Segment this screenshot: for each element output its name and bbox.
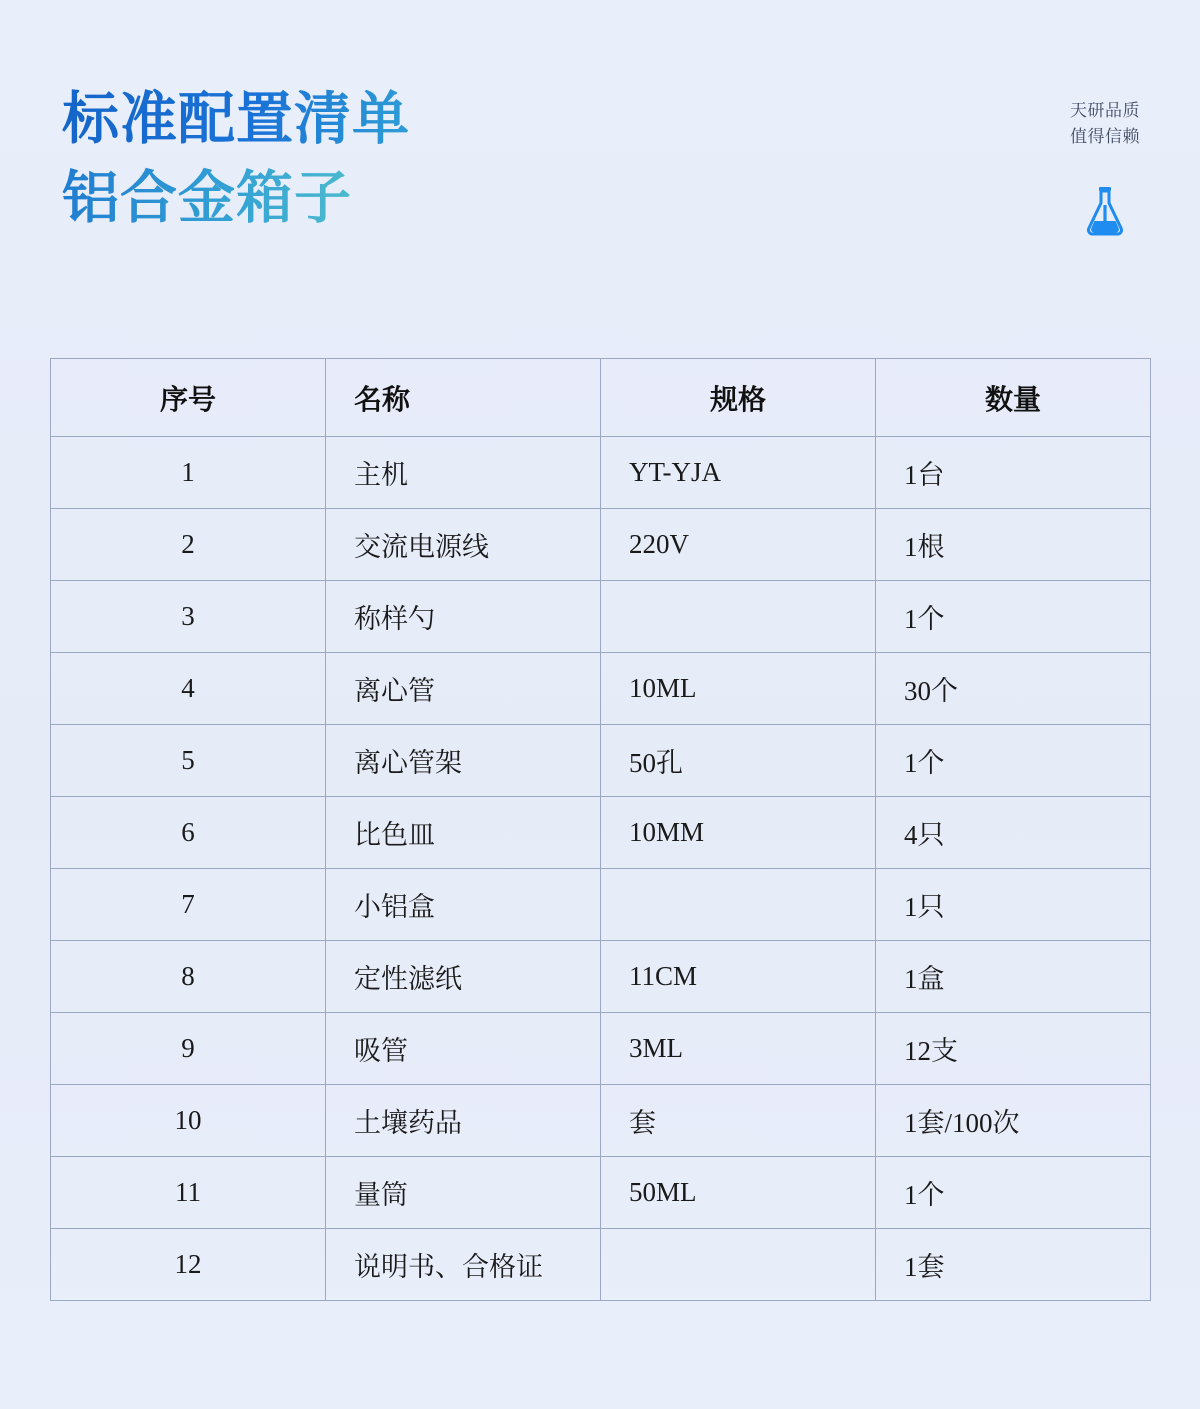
cell-spec: 220V (601, 509, 876, 581)
cell-name: 吸管 (326, 1013, 601, 1085)
page-title (62, 86, 410, 233)
table-row (51, 1085, 1151, 1157)
cell-name: 交流电源线 (326, 509, 601, 581)
cell-no: 2 (51, 509, 326, 581)
table-row (51, 1229, 1151, 1301)
cell-name: 比色皿 (326, 797, 601, 869)
table-row (51, 725, 1151, 797)
cell-name: 离心管架 (326, 725, 601, 797)
table-row (51, 1157, 1151, 1229)
column-header-spec: 规格 (601, 359, 876, 437)
cell-name: 定性滤纸 (326, 941, 601, 1013)
page-title-main: 标准配置清单 (62, 86, 410, 153)
brand-slogan-line-1: 天研品质 (1070, 101, 1140, 120)
table-row (51, 869, 1151, 941)
table-row (51, 653, 1151, 725)
cell-qty: 30个 (876, 653, 1151, 725)
table-row (51, 797, 1151, 869)
flask-icon (1082, 185, 1128, 237)
cell-no: 7 (51, 869, 326, 941)
page-title-sub: 铝合金箱子 (62, 165, 410, 232)
cell-qty: 1台 (876, 437, 1151, 509)
cell-spec: 50孔 (601, 725, 876, 797)
cell-qty: 1盒 (876, 941, 1151, 1013)
spec-table-body (51, 437, 1151, 1301)
column-header-name: 名称 (326, 359, 601, 437)
cell-spec: 10MM (601, 797, 876, 869)
cell-qty: 1根 (876, 509, 1151, 581)
cell-name: 小铝盒 (326, 869, 601, 941)
cell-spec (601, 581, 876, 653)
cell-spec (601, 869, 876, 941)
cell-no: 9 (51, 1013, 326, 1085)
cell-no: 3 (51, 581, 326, 653)
spec-table (50, 358, 1151, 1301)
cell-name: 主机 (326, 437, 601, 509)
cell-name: 说明书、合格证 (326, 1229, 601, 1301)
cell-no: 6 (51, 797, 326, 869)
cell-spec: 50ML (601, 1157, 876, 1229)
cell-spec: YT-YJA (601, 437, 876, 509)
cell-spec: 10ML (601, 653, 876, 725)
cell-no: 4 (51, 653, 326, 725)
cell-no: 1 (51, 437, 326, 509)
cell-name: 土壤药品 (326, 1085, 601, 1157)
cell-no: 10 (51, 1085, 326, 1157)
cell-spec: 11CM (601, 941, 876, 1013)
cell-qty: 1套 (876, 1229, 1151, 1301)
cell-spec: 3ML (601, 1013, 876, 1085)
brand-slogan-line-2: 值得信赖 (1070, 127, 1140, 147)
table-row (51, 581, 1151, 653)
cell-qty: 1个 (876, 1157, 1151, 1229)
table-row (51, 941, 1151, 1013)
cell-qty: 4只 (876, 797, 1151, 869)
table-row (51, 1013, 1151, 1085)
cell-qty: 1只 (876, 869, 1151, 941)
cell-no: 12 (51, 1229, 326, 1301)
cell-no: 8 (51, 941, 326, 1013)
column-header-no: 序号 (51, 359, 326, 437)
brand-block (1070, 86, 1140, 237)
spec-table-container (50, 358, 1150, 1301)
cell-spec: 套 (601, 1085, 876, 1157)
cell-qty: 1个 (876, 581, 1151, 653)
cell-no: 5 (51, 725, 326, 797)
cell-qty: 1套/100次 (876, 1085, 1151, 1157)
cell-qty: 1个 (876, 725, 1151, 797)
table-row (51, 509, 1151, 581)
brand-slogan (1070, 98, 1140, 151)
cell-no: 11 (51, 1157, 326, 1229)
cell-name: 称样勺 (326, 581, 601, 653)
table-row (51, 437, 1151, 509)
cell-spec (601, 1229, 876, 1301)
page-header (62, 86, 1140, 237)
cell-name: 离心管 (326, 653, 601, 725)
column-header-qty: 数量 (876, 359, 1151, 437)
spec-table-head (51, 359, 1151, 437)
cell-name: 量筒 (326, 1157, 601, 1229)
cell-qty: 12支 (876, 1013, 1151, 1085)
table-header-row (51, 359, 1151, 437)
